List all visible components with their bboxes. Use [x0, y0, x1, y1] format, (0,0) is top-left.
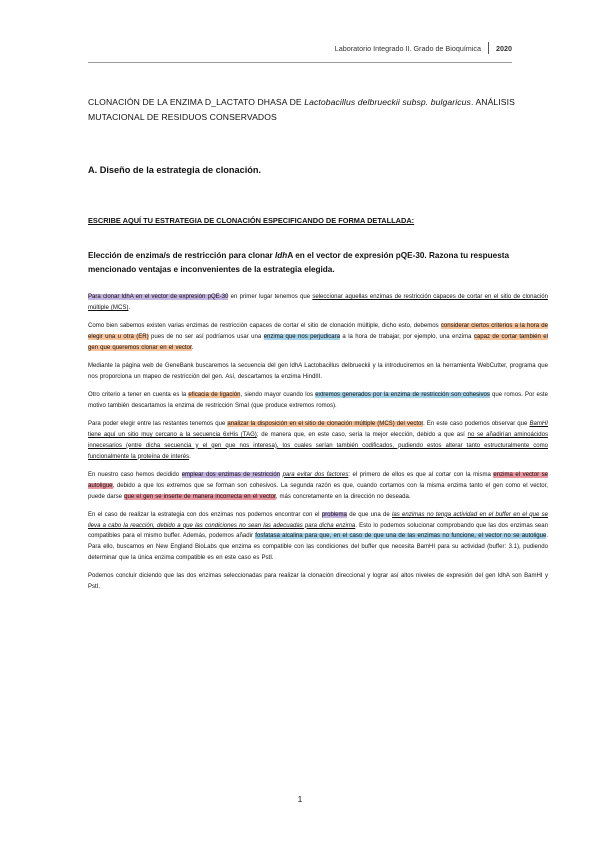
paragraph-6 — [88, 470, 548, 503]
question-text — [88, 249, 516, 277]
highlight-orange: considerar ciertos criterios a la hora de elegir una u otra (ER) — [88, 323, 548, 340]
paragraph-7 — [88, 510, 548, 565]
paragraph-text: pues de no ser así podríamos usar una — [148, 333, 264, 340]
document-title — [88, 95, 528, 125]
header-rule — [88, 62, 512, 63]
highlight-orange: eficacia de ligación — [188, 391, 241, 398]
underlined-text: no se añadirían aminoácidos innecesarios (entre dicha secuencia y el gen que nos interesa), los cuales serían también codificados, pudiendo estos alterar tanto estructuralmente como funcionalmente la proteína de interés — [88, 431, 548, 460]
enzyme-name: BamHI — [529, 420, 548, 427]
paragraph-text: Otro criterio a tener en cuenta es la — [88, 391, 189, 398]
paragraph-text: . Para ello, buscamos en New England BioLabs que enzima es compatible con las condiciones del buffer que necesita BamHI para su actividad (buffer: 3.1), pudiendo determinar que la única enzima compatible es en este caso es PstI. — [88, 533, 548, 562]
paragraph-text: . Esto lo podemos solucionar comprobando que las dos enzimas sean compatibles para el mismo buffer. Además, podemos añadir — [88, 522, 549, 540]
paragraph-text: . — [191, 344, 194, 351]
underlined-text: para evitar dos factores — [282, 471, 349, 478]
header-divider — [488, 42, 489, 54]
highlight-blue: enzima que nos perjudicara — [263, 333, 341, 340]
underlined-text: las enzimas no tenga actividad en el buffer en el que se lleva a cabo la reacción, debido a que las condiciones no sean las adecuadas para dicha enzima — [88, 511, 548, 529]
highlight-purple: emplear dos enzimas de restricción — [181, 471, 281, 478]
paragraph-text: , más concretamente en la dirección no deseada. — [275, 493, 411, 500]
header-course: Laboratorio Integrado II. Grado de Bioquímica — [334, 43, 481, 53]
highlight-purple: Para clonar ldhA en el vector de expresión pQE-30 — [88, 294, 229, 300]
paragraph-text: . En este caso podemos observar que — [423, 420, 530, 427]
paragraph-text: ; de manera que, en este caso, sería la mejor elección, debido a que así — [256, 431, 468, 438]
paragraph-5 — [88, 419, 548, 463]
paragraph-text: . — [128, 304, 131, 311]
instruction-heading: ESCRIBE AQUÍ TU ESTRATEGIA DE CLONACIÓN ESPECIFICANDO DE FORMA DETALLADA: — [88, 216, 415, 225]
page-header — [335, 42, 512, 54]
highlight-blue: fosfatasa alcalina para que, en el caso de que una de las enzimas no funcione, el vector no se autoligue — [255, 533, 547, 540]
underlined-text: seleccionar aquellas enzimas de restricción capaces de cortar en el sitio de clonación múltiple (MCS) — [88, 294, 548, 311]
paragraph-text: . — [189, 453, 191, 460]
paragraph-text: Para poder elegir entre las restantes tenemos que — [88, 420, 228, 427]
title-prefix: CLONACIÓN DE LA ENZIMA D_LACTATO DHASA DE — [88, 97, 305, 107]
section-heading: A. Diseño de la estrategia de clonación. — [88, 165, 262, 175]
paragraph-text: : el primero de ellos es que al cortar con la misma — [348, 471, 494, 478]
paragraph-2 — [88, 321, 548, 354]
paragraph-3: Mediante la página web de GeneBank buscaremos la secuencia del gen ldhA Lactobacillus delbrueckii y la introduciremos en la herramienta WebCutter, programa que nos proporciona un mapeo de restricción del gen. Así, descartamos la enzima HindIII. — [88, 362, 548, 380]
paragraph-text: Como bien sabemos existen varias enzimas de restricción capaces de cortar el sitio de clonación múltiple, dicho esto, debemos — [88, 323, 441, 329]
paragraph-text: en primer lugar tenemos que — [228, 294, 313, 300]
question-part: Elección de enzima/s de restricción para clonar — [88, 251, 276, 260]
underlined-text: tiene aquí un sitio muy cercano a la secuencia 6xHis (TAG) — [88, 431, 257, 438]
question-part: A en el vector de expresión pQE-30. Razona tu respuesta mencionado ventajas e inconvenientes de la estrategia elegida. — [88, 251, 510, 274]
title-suffix: . ANÁLISIS MUTACIONAL DE RESIDUOS CONSERVADOS — [88, 97, 515, 122]
paragraph-text: , siendo mayor cuando los — [240, 391, 316, 398]
highlight-purple: problema — [321, 511, 347, 518]
highlight-red: que el gen se inserte de manera incorrecta en el vector — [124, 493, 276, 500]
paragraph-text: En nuestro caso hemos decidido — [88, 471, 182, 478]
highlight-orange: capaz de cortar también el gen que queremos clonar en el vector — [88, 333, 548, 351]
paragraph-text: que romos. Por este motivo también descartamos la enzima de restricción SmaI (que produce extremos romos). — [88, 391, 548, 409]
highlight-red: enzima el vector se autoligue — [88, 471, 548, 489]
paragraph-text: a la hora de trabajar, por ejemplo, una enzima — [340, 333, 474, 340]
paragraph-8: Podemos concluir diciendo que las dos enzimas seleccionadas para realizar la clonación direccional y lograr así altos niveles de expresión del gen ldhA son BamHI y PstI. — [88, 573, 548, 591]
highlight-blue: extremos generados por la enzima de restricción son cohesivos — [315, 391, 490, 398]
paragraph-text: de que una de — [346, 511, 393, 518]
header-year: 2020 — [496, 43, 512, 53]
paragraph-4 — [88, 390, 548, 412]
page-number: 1 — [297, 795, 303, 804]
paragraph-1 — [88, 292, 548, 314]
paragraph-text: , debido a que los extremos que se forman son cohesivos. La segunda razón es que, cuando cortamos con la misma enzima tanto el gen como el vector, puede darse — [88, 482, 548, 500]
answer-body — [88, 292, 548, 600]
highlight-orange: analizar la disposición en el sitio de clonación múltiple (MCS) del vector — [227, 420, 424, 427]
paragraph-text: En el caso de realizar la estrategia con dos enzimas nos podemos encontrar con el — [88, 511, 322, 518]
title-species: Lactobacillus delbrueckii subsp. bulgaricus — [304, 97, 471, 107]
question-gene: ldh — [275, 251, 288, 260]
